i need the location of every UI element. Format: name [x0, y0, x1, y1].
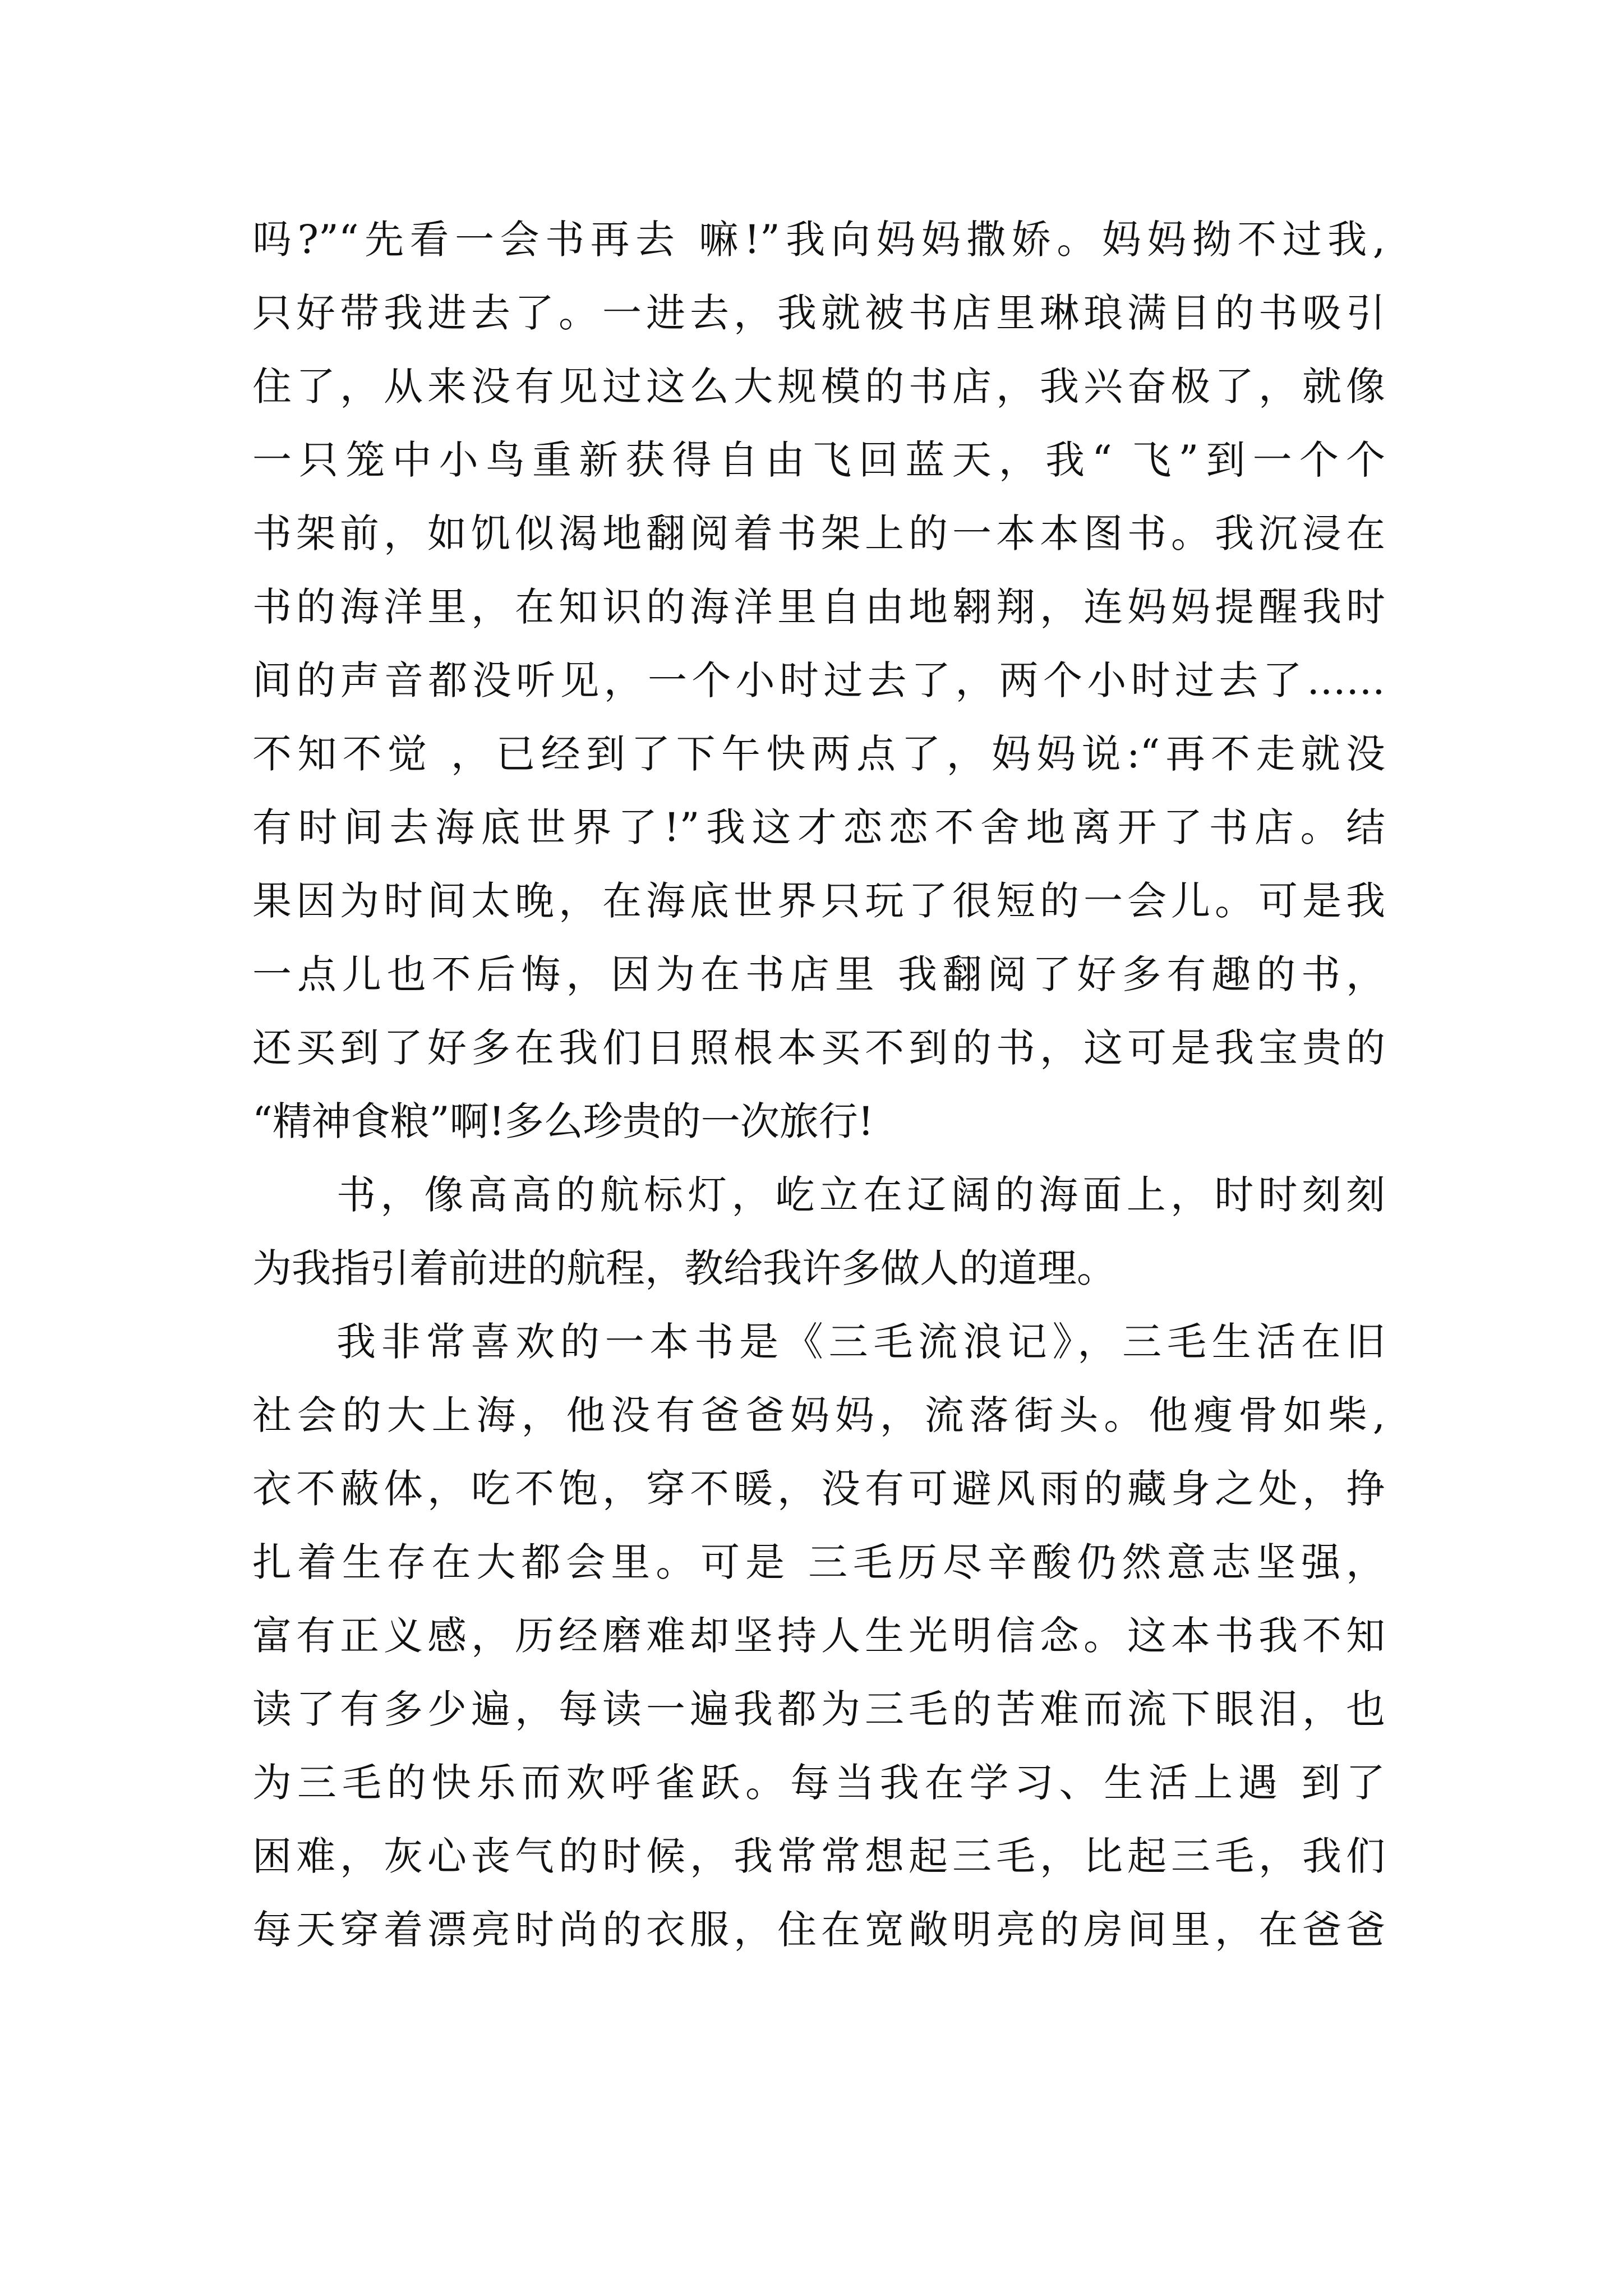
text-line: 只好带我进去了。一进去，我就被书店里琳琅满目的书吸引: [252, 290, 1385, 336]
text-line: 还买到了好多在我们日照根本买不到的书，这可是我宝贵的: [252, 1025, 1385, 1071]
paragraph-first-line: 我非常喜欢的一本书是《三毛流浪记》，三毛生活在旧: [336, 1319, 1385, 1365]
text-line: 为三毛的快乐而欢呼雀跃。每当我在学习、生活上遇 到了: [252, 1760, 1385, 1806]
text-line: 衣不蔽体，吃不饱，穿不暖，没有可避风雨的藏身之处，挣: [252, 1466, 1385, 1512]
text-line: 每天穿着漂亮时尚的衣服，住在宽敞明亮的房间里，在爸爸: [252, 1907, 1385, 1953]
text-line: 一只笼中小鸟重新获得自由飞回蓝天，我“ 飞”到一个个: [252, 437, 1385, 483]
text-line: 不知不觉 ，已经到了下午快两点了，妈妈说:“再不走就没: [252, 731, 1385, 777]
text-line: 果因为时间太晚，在海底世界只玩了很短的一会儿。可是我: [252, 878, 1385, 924]
text-line: 社会的大上海，他没有爸爸妈妈，流落街头。他瘦骨如柴,: [252, 1392, 1385, 1438]
text-line: 富有正义感，历经磨难却坚持人生光明信念。这本书我不知: [252, 1613, 1385, 1659]
text-line: 间的声音都没听见，一个小时过去了，两个小时过去了……: [252, 657, 1385, 703]
text-line: 扎着生存在大都会里。可是 三毛历尽辛酸仍然意志坚强，: [252, 1539, 1385, 1585]
text-line: 困难，灰心丧气的时候，我常常想起三毛，比起三毛，我们: [252, 1833, 1385, 1879]
text-line: 书架前，如饥似渴地翻阅着书架上的一本本图书。我沉浸在: [252, 510, 1385, 556]
text-line: 有时间去海底世界了!”我这才恋恋不舍地离开了书店。结: [252, 804, 1385, 850]
paragraph-first-line: 书，像高高的航标灯，屹立在辽阔的海面上，时时刻刻: [336, 1172, 1385, 1218]
text-line: 读了有多少遍，每读一遍我都为三毛的苦难而流下眼泪，也: [252, 1686, 1385, 1732]
body-text: [252, 203, 1385, 1967]
text-line: 为我指引着前进的航程，教给我许多做人的道理。: [252, 1245, 1116, 1291]
text-line: “精神食粮”啊!多么珍贵的一次旅行!: [252, 1098, 874, 1144]
text-line: 吗?”“先看一会书再去 嘛!”我向妈妈撒娇。妈妈拗不过我,: [252, 217, 1385, 263]
text-line: 住了，从来没有见过这么大规模的书店，我兴奋极了，就像: [252, 364, 1385, 409]
text-line: 书的海洋里，在知识的海洋里自由地翱翔，连妈妈提醒我时: [252, 584, 1385, 630]
text-line: 一点儿也不后悔，因为在书店里 我翻阅了好多有趣的书，: [252, 951, 1385, 997]
